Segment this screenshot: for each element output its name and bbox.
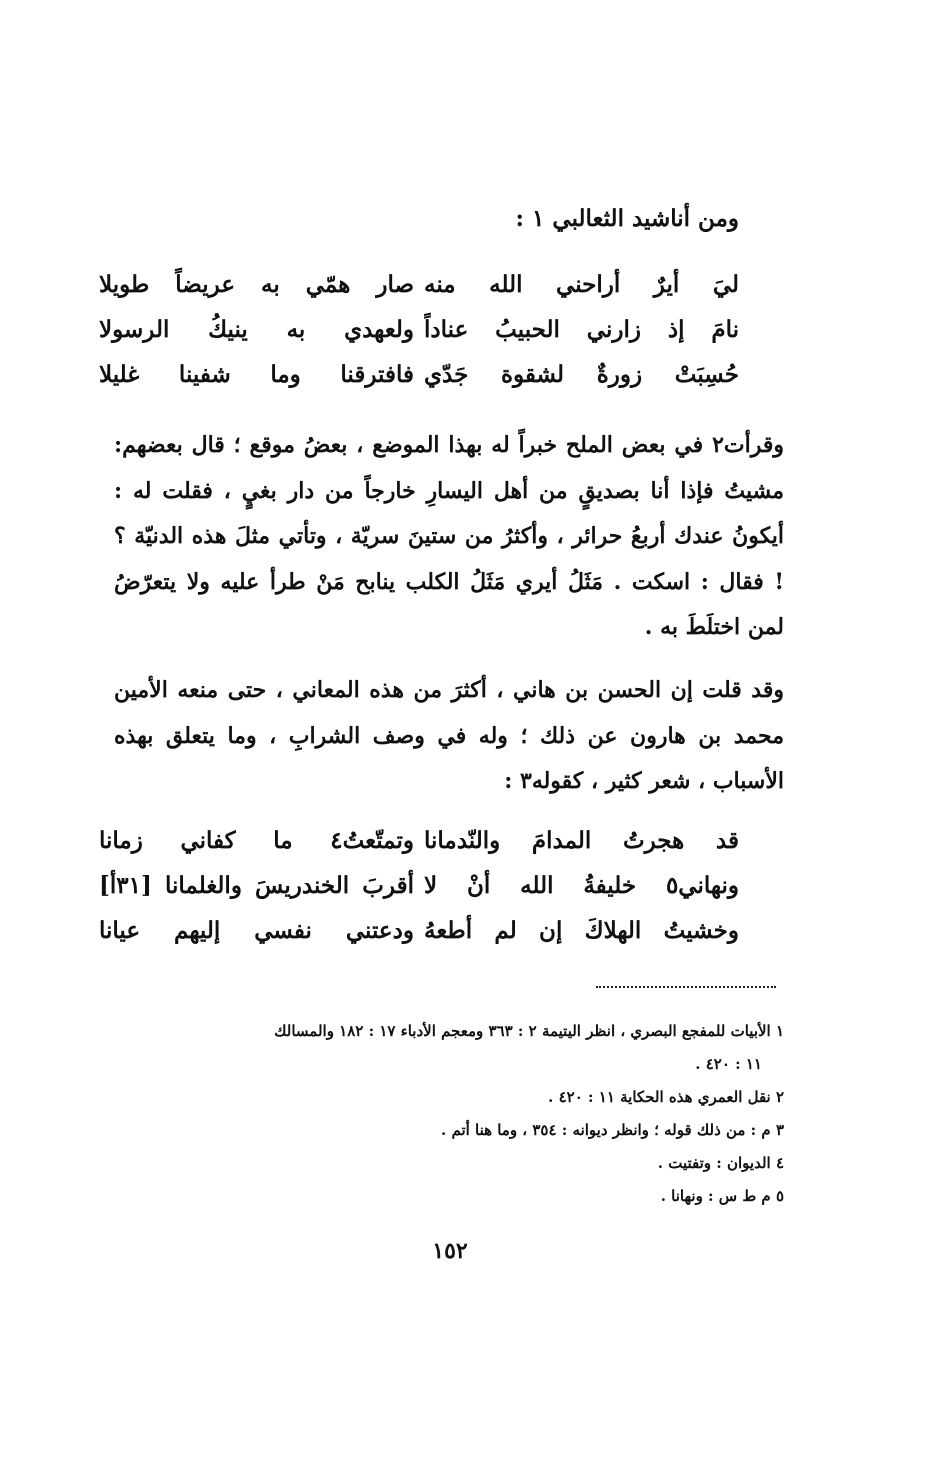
footnote-2: ٢ نقل العمري هذه الحكاية ١١ : ٤٢٠ . <box>548 1088 784 1106</box>
second-hemistich: وتمتّعتُ٤ ما كفاني زمانا <box>99 827 414 854</box>
verse-line <box>99 863 739 908</box>
paragraph-text: وقد قلت إن الحسن بن هاني ، أكثرَ من هذه المعاني ، حتى منعه الأمين محمد بن هارون عن ذلك ؛ وله في وصف الشرابِ ، وما يتعلق بهذه الأسباب ، شعر كثير ، كقوله٣ : <box>114 677 784 794</box>
first-hemistich: وخشيتُ الهلاكَ إن لم أطعهُ <box>424 917 739 944</box>
verse-line <box>99 352 739 397</box>
second-hemistich: فافترقنا وما شفينا غليلا <box>99 361 414 388</box>
footnote-1: ١ الأبيات للمفجع البصري ، انظر اليتيمة ٢ : ٣٦٣ ومعجم الأدباء ١٧ : ١٨٢ والمسالك <box>274 1022 784 1040</box>
footnote-1-continuation: ١١ : ٤٢٠ . <box>695 1055 762 1073</box>
footnotes <box>104 1015 784 1213</box>
footnote-3: ٣ م : من ذلك قوله ؛ وانظر ديوانه : ٣٥٤ ، وما هنا أتم . <box>441 1121 784 1139</box>
second-hemistich: ولعهدي به ينيكُ الرسولا <box>99 316 414 343</box>
first-hemistich: حُسِبَتْ زورةٌ لشقوة جَدّي <box>424 361 739 388</box>
footnote-5: ٥ م ط س : ونهانا . <box>660 1187 784 1205</box>
second-hemistich: صار همّي به عريضاً طويلا <box>99 271 414 298</box>
second-hemistich: أقربَ الخندريسَ والغلمانا [٣١أ] <box>99 872 414 899</box>
verse-line <box>99 908 739 953</box>
paragraph-abu-nuwas <box>114 668 784 805</box>
first-hemistich: ليَ أيرٌ أراحني الله منه <box>424 271 739 298</box>
second-hemistich: ودعتني نفسي إليهم عيانا <box>99 917 414 944</box>
paragraph-anecdote <box>114 423 784 651</box>
poem-first <box>99 262 739 397</box>
section-heading: ومن أناشيد الثعالبي ١ : <box>515 205 739 232</box>
first-hemistich: ونهاني٥ خليفةُ الله أنْ لا <box>424 872 739 899</box>
page-number: ١٥٢ <box>432 1238 468 1264</box>
verse-line <box>99 307 739 352</box>
paragraph-text: وقرأت٢ في بعض الملح خبراً له بهذا الموضع ، بعضُ موقع ؛ قال بعضهم: مشيتُ فإذا أنا بصديقٍ من أهل اليسارِ خارجاً من دار بغيٍ ، فقلت له : أيكونُ عندك أربعُ حرائر ، وأكثرُ من ستينَ سريّة ، وتأتي مثلَ هذه الدنيّة ؟ ! فقال : اسكت . مَثَلُ أيري مَثَلُ الكلب ينابح مَنْ طرأ عليه ولا يتعرّضُ لمن اختلَطَ به . <box>114 432 784 640</box>
footnote-4: ٤ الديوان : وتفتيت . <box>657 1154 784 1172</box>
first-hemistich: قد هجرتُ المدامَ والنّدمانا <box>424 827 739 854</box>
first-hemistich: نامَ إذ زارني الحبيبُ عناداً <box>424 316 739 343</box>
poem-second <box>99 818 739 953</box>
footnote-separator <box>596 986 776 988</box>
verse-line <box>99 818 739 863</box>
verse-line <box>99 262 739 307</box>
